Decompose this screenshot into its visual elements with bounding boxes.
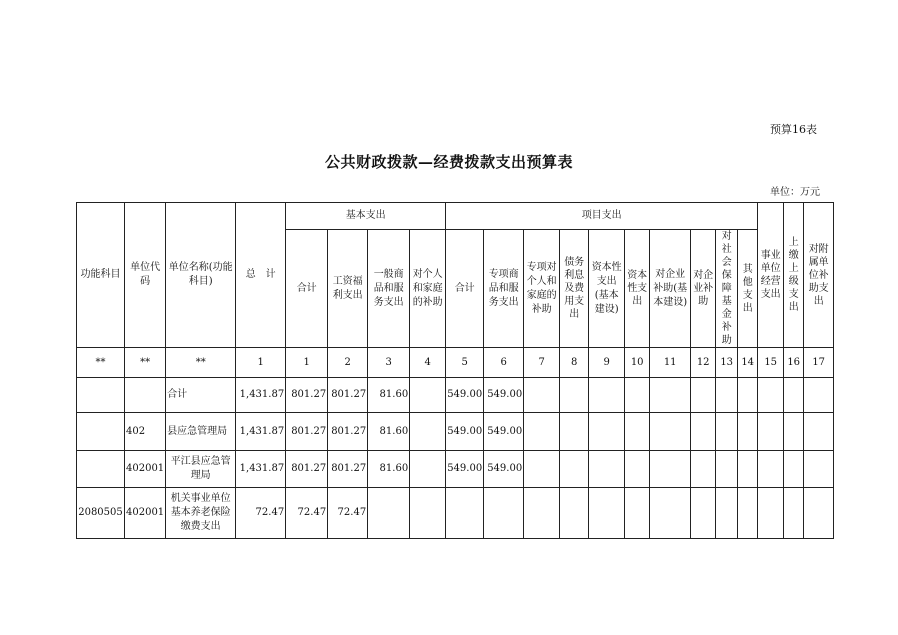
cell-code: 402001 xyxy=(125,451,166,488)
cell-empty xyxy=(589,488,625,539)
index-cell: 15 xyxy=(758,348,784,378)
index-cell: 10 xyxy=(625,348,650,378)
cell-empty xyxy=(758,378,784,413)
index-row xyxy=(77,348,834,378)
budget-table xyxy=(76,202,834,539)
cell-subject xyxy=(77,378,125,413)
cell-empty xyxy=(560,451,589,488)
index-cell: ** xyxy=(166,348,236,378)
table-row xyxy=(77,488,834,539)
cell-empty xyxy=(784,378,804,413)
cell-empty xyxy=(804,378,834,413)
cell-personal xyxy=(410,413,446,451)
cell-personal xyxy=(410,488,446,539)
header-enterprise: 对企业补助 xyxy=(691,230,716,348)
form-number: 预算16表 xyxy=(770,123,817,136)
cell-empty xyxy=(784,488,804,539)
cell-empty xyxy=(691,451,716,488)
cell-name: 县应急管理局 xyxy=(166,413,236,451)
header-basic-group: 基本支出 xyxy=(286,203,446,230)
cell-empty xyxy=(738,413,758,451)
cell-empty xyxy=(650,413,691,451)
cell-project-total xyxy=(446,488,484,539)
cell-project-goods: 549.00 xyxy=(484,413,524,451)
cell-basic-total: 801.27 xyxy=(286,413,328,451)
cell-total: 1,431.87 xyxy=(236,413,286,451)
page-title: 公共财政拨款—经费拨款支出预算表 xyxy=(324,153,573,171)
cell-empty xyxy=(625,451,650,488)
header-subject: 功能科目 xyxy=(77,203,125,348)
cell-project-total: 549.00 xyxy=(446,451,484,488)
cell-empty xyxy=(716,378,738,413)
header-business: 事业单位经营支出 xyxy=(758,203,784,348)
table-row-total xyxy=(77,378,834,413)
header-project-goods: 专项商品和服务支出 xyxy=(484,230,524,348)
cell-code: 402001 xyxy=(125,488,166,539)
index-cell: 1 xyxy=(286,348,328,378)
index-cell: 9 xyxy=(589,348,625,378)
cell-total: 72.47 xyxy=(236,488,286,539)
cell-wage: 801.27 xyxy=(328,413,368,451)
cell-empty xyxy=(524,488,560,539)
unit-label: 单位：万元 xyxy=(770,187,820,198)
cell-wage: 72.47 xyxy=(328,488,368,539)
cell-empty xyxy=(738,488,758,539)
header-other: 其他支出 xyxy=(738,230,758,348)
cell-empty xyxy=(589,413,625,451)
table-row xyxy=(77,413,834,451)
cell-personal xyxy=(410,378,446,413)
cell-empty xyxy=(804,488,834,539)
cell-basic-total: 72.47 xyxy=(286,488,328,539)
cell-goods: 81.60 xyxy=(368,451,410,488)
cell-subject xyxy=(77,451,125,488)
index-cell: 1 xyxy=(236,348,286,378)
cell-personal xyxy=(410,451,446,488)
cell-empty xyxy=(650,378,691,413)
cell-total: 1,431.87 xyxy=(236,378,286,413)
header-unit-name: 单位名称(功能科目) xyxy=(166,203,236,348)
cell-project-goods xyxy=(484,488,524,539)
cell-empty xyxy=(716,413,738,451)
cell-empty xyxy=(691,378,716,413)
cell-project-total: 549.00 xyxy=(446,413,484,451)
index-cell: 5 xyxy=(446,348,484,378)
cell-empty xyxy=(691,413,716,451)
index-cell: 17 xyxy=(804,348,834,378)
index-cell: 3 xyxy=(368,348,410,378)
header-capital-basic: 资本性支出(基本建设) xyxy=(589,230,625,348)
cell-empty xyxy=(560,413,589,451)
cell-total: 1,431.87 xyxy=(236,451,286,488)
cell-empty xyxy=(524,413,560,451)
index-cell: 4 xyxy=(410,348,446,378)
index-cell: 14 xyxy=(738,348,758,378)
cell-name: 机关事业单位基本养老保险缴费支出 xyxy=(166,488,236,539)
cell-basic-total: 801.27 xyxy=(286,451,328,488)
cell-goods: 81.60 xyxy=(368,413,410,451)
index-cell: ** xyxy=(125,348,166,378)
cell-empty xyxy=(716,488,738,539)
index-cell: 8 xyxy=(560,348,589,378)
cell-empty xyxy=(589,451,625,488)
header-social-fund: 对社会保障基金补助 xyxy=(716,230,738,348)
header-goods: 一般商品和服务支出 xyxy=(368,230,410,348)
cell-goods: 81.60 xyxy=(368,378,410,413)
cell-basic-total: 801.27 xyxy=(286,378,328,413)
cell-empty xyxy=(625,488,650,539)
cell-empty xyxy=(650,488,691,539)
cell-code: 402 xyxy=(125,413,166,451)
cell-empty xyxy=(758,488,784,539)
cell-code xyxy=(125,378,166,413)
cell-empty xyxy=(784,413,804,451)
cell-empty xyxy=(625,413,650,451)
cell-empty xyxy=(589,378,625,413)
header-wage: 工资福利支出 xyxy=(328,230,368,348)
index-cell: ** xyxy=(77,348,125,378)
header-personal: 对个人和家庭的补助 xyxy=(410,230,446,348)
index-cell: 16 xyxy=(784,348,804,378)
cell-subject: 2080505 xyxy=(77,488,125,539)
header-basic-total: 合计 xyxy=(286,230,328,348)
cell-empty xyxy=(524,378,560,413)
cell-empty xyxy=(560,488,589,539)
cell-project-goods: 549.00 xyxy=(484,378,524,413)
header-debt: 债务利息及费用支出 xyxy=(560,230,589,348)
index-cell: 2 xyxy=(328,348,368,378)
header-upper: 上缴上级支出 xyxy=(784,203,804,348)
cell-empty xyxy=(738,451,758,488)
cell-subject xyxy=(77,413,125,451)
cell-goods xyxy=(368,488,410,539)
cell-project-goods: 549.00 xyxy=(484,451,524,488)
cell-empty xyxy=(758,413,784,451)
cell-wage: 801.27 xyxy=(328,378,368,413)
header-capital: 资本性支出 xyxy=(625,230,650,348)
cell-project-total: 549.00 xyxy=(446,378,484,413)
cell-wage: 801.27 xyxy=(328,451,368,488)
cell-empty xyxy=(758,451,784,488)
index-cell: 6 xyxy=(484,348,524,378)
cell-empty xyxy=(625,378,650,413)
cell-name: 合计 xyxy=(166,378,236,413)
index-cell: 12 xyxy=(691,348,716,378)
cell-empty xyxy=(804,413,834,451)
header-project-group: 项目支出 xyxy=(446,203,758,230)
cell-name: 平江县应急管理局 xyxy=(166,451,236,488)
header-enterprise-basic: 对企业补助(基本建设) xyxy=(650,230,691,348)
header-unit-code: 单位代码 xyxy=(125,203,166,348)
index-cell: 11 xyxy=(650,348,691,378)
index-cell: 7 xyxy=(524,348,560,378)
header-project-total: 合计 xyxy=(446,230,484,348)
header-total: 总 计 xyxy=(236,203,286,348)
cell-empty xyxy=(691,488,716,539)
cell-empty xyxy=(804,451,834,488)
cell-empty xyxy=(524,451,560,488)
table-row xyxy=(77,451,834,488)
cell-empty xyxy=(784,451,804,488)
cell-empty xyxy=(560,378,589,413)
index-cell: 13 xyxy=(716,348,738,378)
cell-empty xyxy=(650,451,691,488)
cell-empty xyxy=(738,378,758,413)
cell-empty xyxy=(716,451,738,488)
header-project-personal: 专项对个人和家庭的补助 xyxy=(524,230,560,348)
header-affiliated: 对附属单位补助支出 xyxy=(804,203,834,348)
